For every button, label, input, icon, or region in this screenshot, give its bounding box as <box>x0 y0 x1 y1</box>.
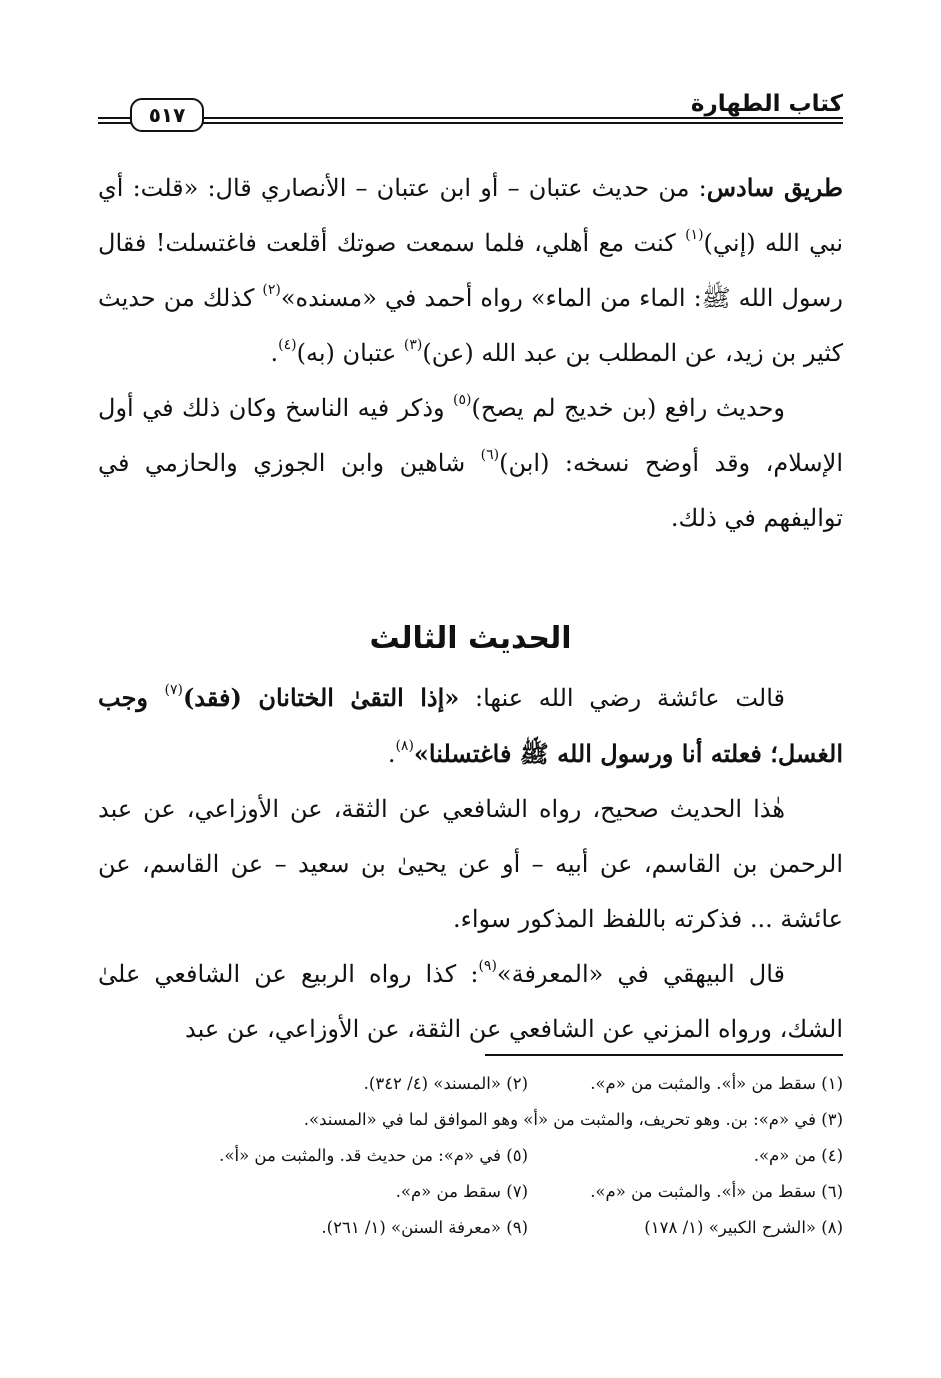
text-run: : كذا رواه الربيع عن الشافعي علىٰ الشك، ورواه المزني عن الشافعي عن الثقة، عن الأوزاعي، عن عبد <box>98 960 843 1043</box>
header-rule-upper <box>98 117 843 119</box>
footnote-8: (٨) «الشرح الكبير» (١/ ١٧٨) <box>644 1218 843 1237</box>
text-run: عتبان (به) <box>296 339 404 367</box>
paragraph-authenticity <box>98 782 843 947</box>
footnote-row <box>98 1138 843 1174</box>
text-run: كنت مع أهلي، فلما سمعت صوتك أقلعت فاغتسلت! فقال رسول الله ﷺ: الماء من الماء» رواه أحمد في «مسنده» <box>98 229 843 312</box>
footnote-1: (١) سقط من «أ». والمثبت من «م». <box>590 1074 843 1093</box>
text-run: . <box>270 339 279 367</box>
footnote-ref-1: (١) <box>685 227 704 243</box>
text-run: وحديث رافع (بن خديج لم يصح) <box>471 394 786 422</box>
text-run: . <box>387 740 396 768</box>
page-number: ٥١٧ <box>130 98 204 132</box>
footnotes <box>98 1066 843 1246</box>
text-run: هٰذا الحديث صحيح، رواه الشافعي عن الثقة، عن الأوزاعي، عن عبد الرحمن بن القاسم، عن أبيه – أو عن يحيىٰ بن سعيد – عن القاسم، عن عائشة ... فذكرته باللفظ المذكور سواء. <box>98 795 843 933</box>
lead-phrase: طريق سادس <box>706 173 843 202</box>
footnote-row <box>98 1210 843 1246</box>
text-run: : من حديث عتبان – أو ابن عتبان – الأنصاري قال: «قلت: أي نبي الله (إني) <box>98 174 843 257</box>
footnote-5: (٥) في «م»: من حديث قد. والمثبت من «أ». <box>219 1146 528 1165</box>
hadith-text: وجب الغسل؛ فعلته أنا ورسول الله ﷺ فاغتسلنا» <box>98 683 843 768</box>
footnote-ref-5: (٥) <box>453 392 472 408</box>
paragraph-aisha-hadith <box>98 670 843 782</box>
footnote-7: (٧) سقط من «م». <box>395 1182 528 1201</box>
footnote-2: (٢) «المسند» (٤/ ٣٤٢). <box>363 1074 528 1093</box>
footnote-6: (٦) سقط من «أ». والمثبت من «م». <box>590 1182 843 1201</box>
header-rule-lower <box>98 122 843 124</box>
footnote-ref-7: (٧) <box>164 682 183 698</box>
footnote-4: (٤) من «م». <box>753 1146 843 1165</box>
text-run: قالت عائشة رضي الله عنها: <box>459 684 785 712</box>
footnote-ref-8: (٨) <box>395 738 414 754</box>
footnote-3: (٣) في «م»: بن. وهو تحريف، والمثبت من «أ» وهو الموافق لما في «المسند». <box>303 1110 843 1129</box>
footnote-separator <box>485 1054 843 1056</box>
section-heading: الحديث الثالث <box>369 621 572 656</box>
paragraph-sixth-route <box>98 160 843 381</box>
body-block-upper <box>98 160 843 546</box>
text-run: كذلك من حديث كثير بن زيد، عن المطلب بن عبد الله (عن) <box>98 284 843 367</box>
page-header <box>98 90 843 136</box>
hadith-text: «إذا التقىٰ الختانان (فقد) <box>182 683 460 712</box>
text-run: وذكر فيه الناسخ وكان ذلك في أول الإسلام، وقد أوضح نسخه: (ابن) <box>98 394 843 477</box>
footnote-ref-9: (٩) <box>478 958 497 974</box>
footnote-row <box>98 1066 843 1102</box>
footnote-9: (٩) «معرفة السنن» (١/ ٢٦١). <box>321 1218 528 1237</box>
text-run: شاهين وابن الجوزي والحازمي في تواليفهم في ذلك. <box>98 449 843 532</box>
paragraph-rafi-hadith <box>98 381 843 546</box>
chapter-title: كتاب الطهارة <box>690 91 843 117</box>
text-run: قال البيهقي في «المعرفة» <box>496 960 786 988</box>
footnote-row <box>98 1174 843 1210</box>
paragraph-bayhaqi <box>98 947 843 1057</box>
footnote-ref-4: (٤) <box>278 337 297 353</box>
footnote-ref-2: (٢) <box>262 282 281 298</box>
footnote-ref-6: (٦) <box>480 447 500 463</box>
footnote-ref-3: (٣) <box>403 337 423 353</box>
body-block-lower <box>98 670 843 1057</box>
